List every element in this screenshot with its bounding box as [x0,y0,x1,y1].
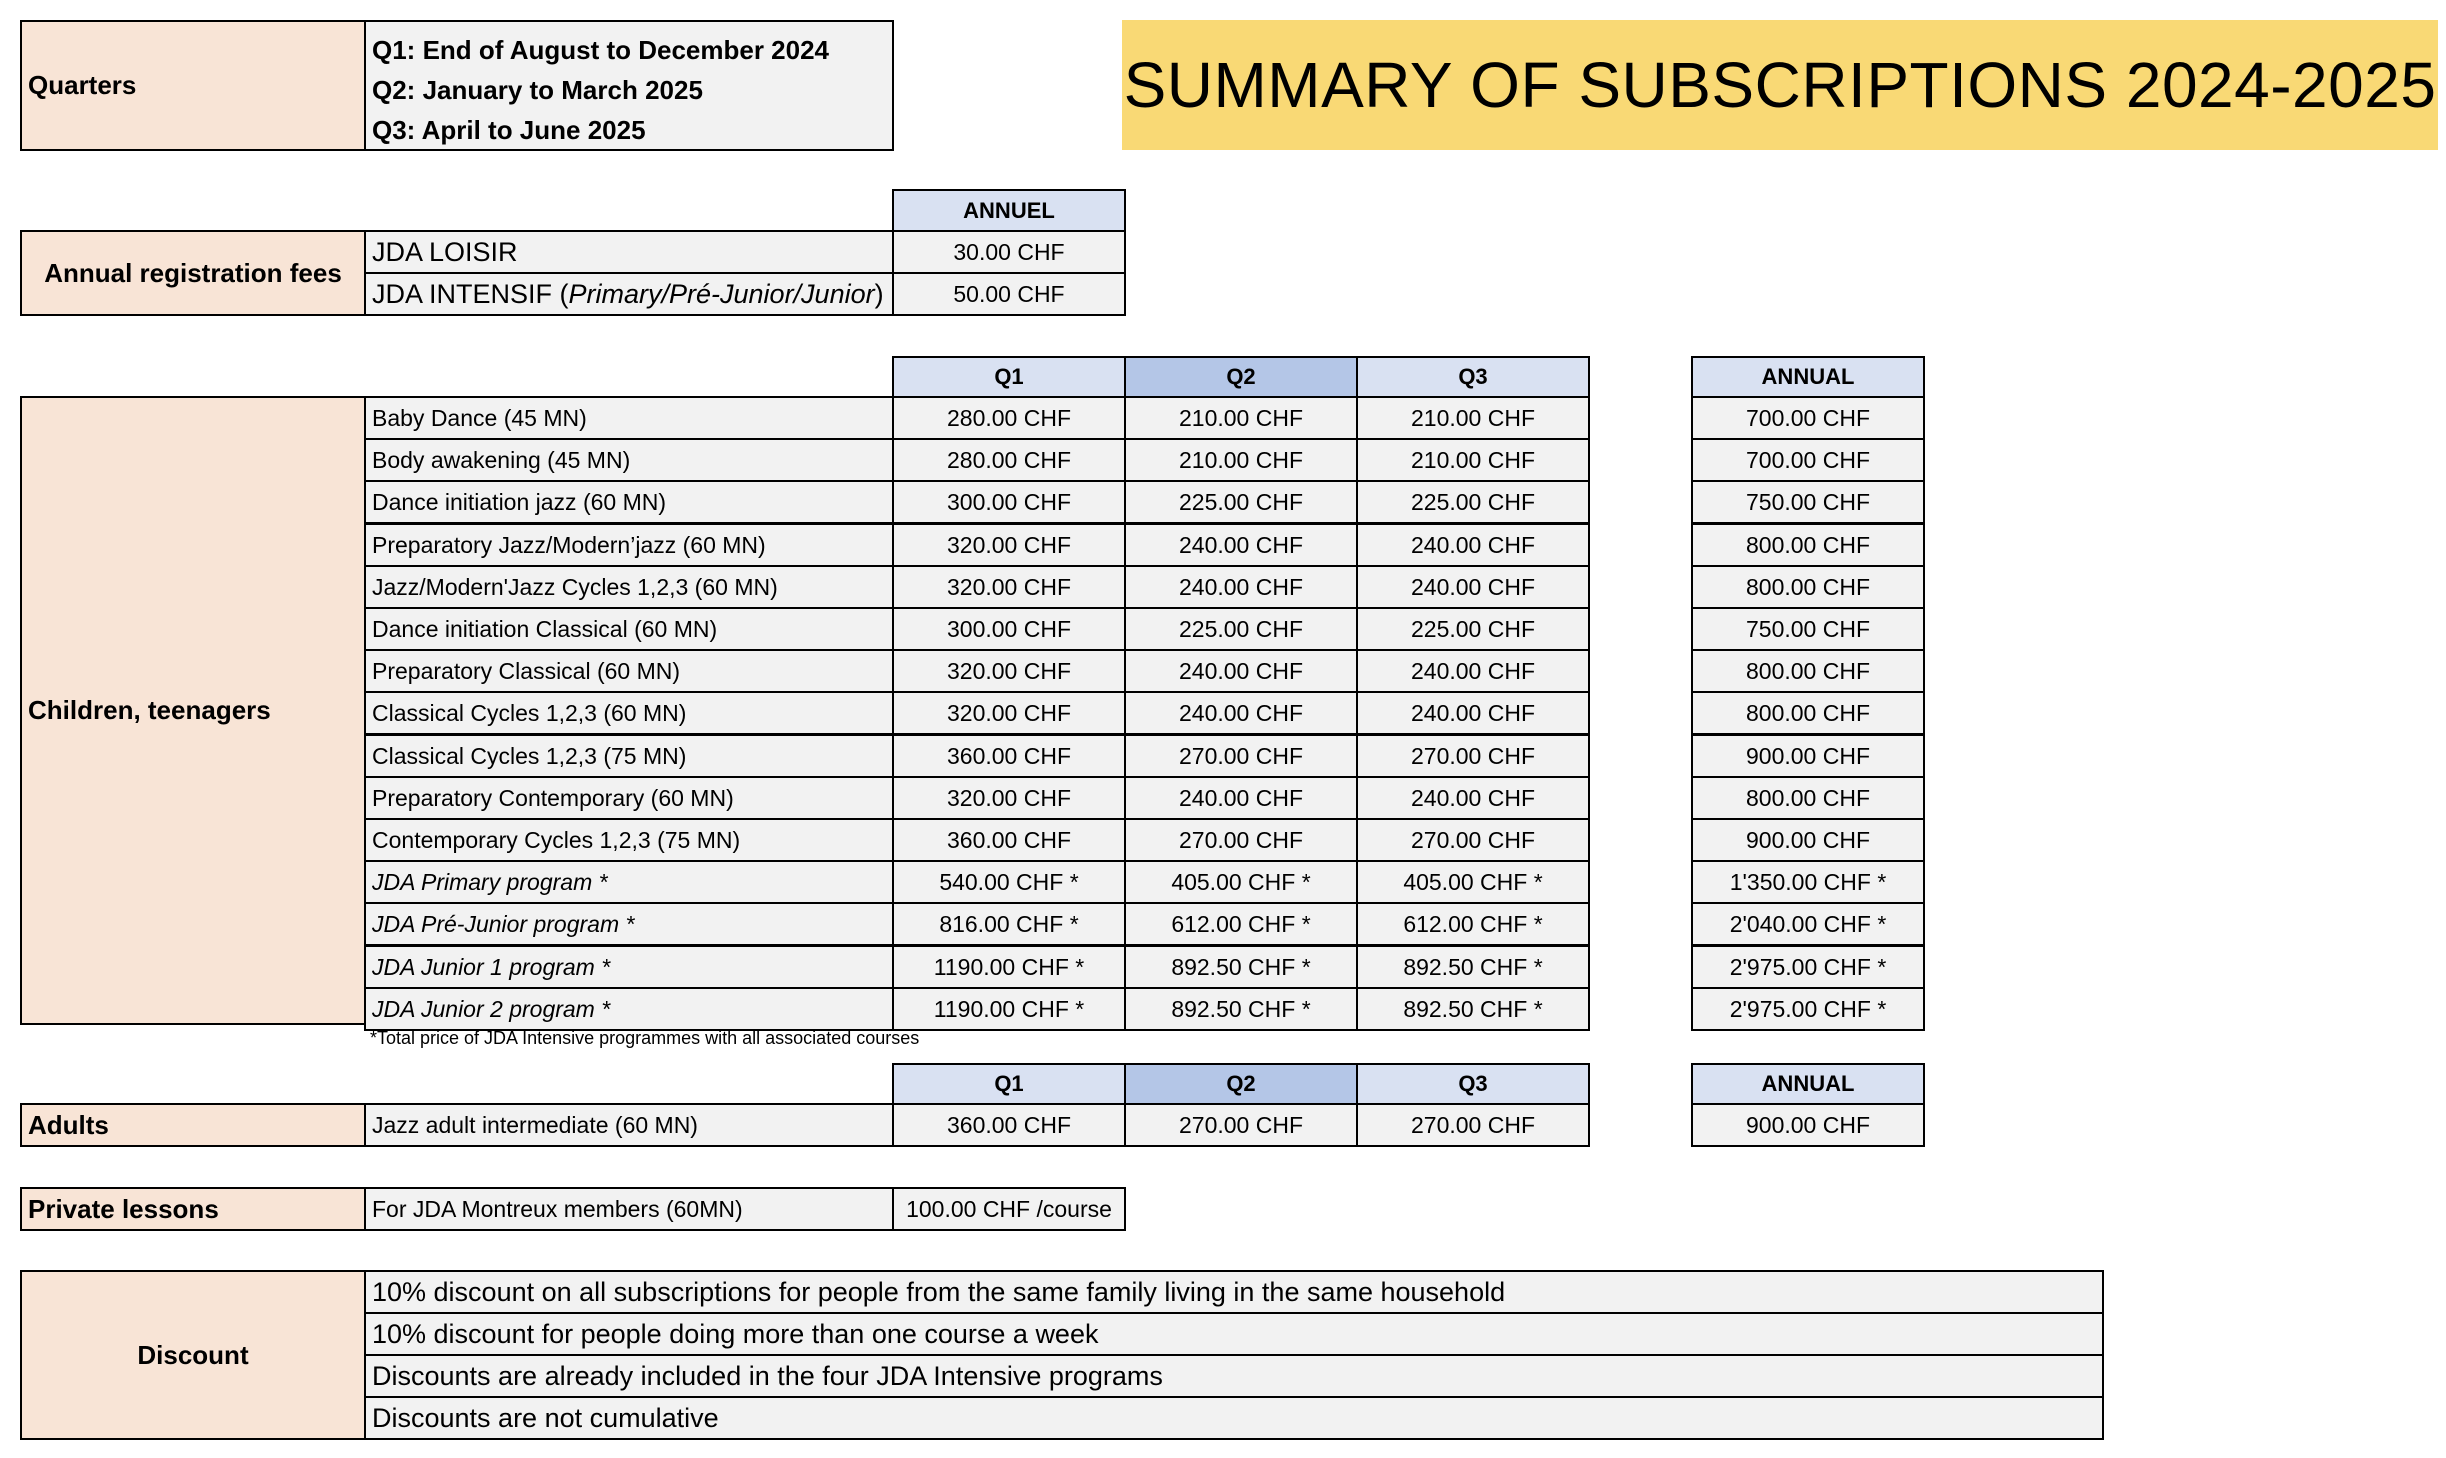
adults-course-name: Jazz adult intermediate (60 MN) [364,1103,894,1147]
price-q1: 320.00 CHF [892,691,1126,735]
children-label [20,396,366,1025]
course-name: Classical Cycles 1,2,3 (60 MN) [364,691,894,735]
adults-header-annual: ANNUAL [1691,1063,1925,1105]
price-q3: 270.00 CHF [1356,818,1590,862]
price-q2: 892.50 CHF * [1124,945,1358,989]
children-header-annual: ANNUAL [1691,356,1925,398]
price-annual: 800.00 CHF [1691,649,1925,693]
private-lessons-label-text: Private lessons [28,1193,219,1224]
registration-header: ANNUEL [892,189,1126,232]
price-q1: 540.00 CHF * [892,860,1126,904]
course-name: Dance initiation jazz (60 MN) [364,480,894,524]
price-q3: 892.50 CHF * [1356,987,1590,1031]
price-q2: 892.50 CHF * [1124,987,1358,1031]
adults-header-q3: Q3 [1356,1063,1590,1105]
price-q3: 270.00 CHF [1356,734,1590,778]
quarters-label [20,20,366,151]
discount-item: Discounts are not cumulative [364,1396,2104,1440]
discount-label [20,1270,366,1440]
adults-label-text: Adults [28,1109,109,1140]
price-annual: 800.00 CHF [1691,776,1925,820]
discount-item: 10% discount on all subscriptions for people from the same family living in the same household [364,1270,2104,1314]
adults-price-annual: 900.00 CHF [1691,1103,1925,1147]
price-q2: 240.00 CHF [1124,523,1358,567]
adults-price-q1: 360.00 CHF [892,1103,1126,1147]
price-q3: 240.00 CHF [1356,776,1590,820]
price-annual: 700.00 CHF [1691,438,1925,482]
price-q1: 320.00 CHF [892,649,1126,693]
course-name: JDA Primary program * [364,860,894,904]
price-q1: 280.00 CHF [892,438,1126,482]
course-name: JDA Pré-Junior program * [364,902,894,946]
discount-item: Discounts are already included in the four JDA Intensive programs [364,1354,2104,1398]
registration-label [20,230,366,316]
price-annual: 800.00 CHF [1691,523,1925,567]
quarter-q1-definition: Q1: End of August to December 2024 [372,35,830,65]
price-q3: 892.50 CHF * [1356,945,1590,989]
price-annual: 750.00 CHF [1691,607,1925,651]
price-q2: 240.00 CHF [1124,565,1358,609]
price-q2: 210.00 CHF [1124,396,1358,440]
course-name: Preparatory Jazz/Modern’jazz (60 MN) [364,523,894,567]
price-q1: 320.00 CHF [892,565,1126,609]
children-header-q1: Q1 [892,356,1126,398]
price-q3: 240.00 CHF [1356,523,1590,567]
price-q3: 210.00 CHF [1356,396,1590,440]
children-label-text: Children, teenagers [28,695,271,725]
adults-header-q1: Q1 [892,1063,1126,1105]
price-q2: 405.00 CHF * [1124,860,1358,904]
course-name: Contemporary Cycles 1,2,3 (75 MN) [364,818,894,862]
price-annual: 2'040.00 CHF * [1691,902,1925,946]
private-lessons-label [20,1187,366,1231]
price-q3: 612.00 CHF * [1356,902,1590,946]
price-annual: 700.00 CHF [1691,396,1925,440]
registration-label-text: Annual registration fees [44,257,342,288]
price-q1: 1190.00 CHF * [892,987,1126,1031]
quarter-q3-definition: Q3: April to June 2025 [372,115,646,145]
adults-price-q2: 270.00 CHF [1124,1103,1358,1147]
price-q2: 225.00 CHF [1124,607,1358,651]
price-q1: 320.00 CHF [892,523,1126,567]
adults-label [20,1103,366,1147]
registration-row-name [364,272,894,316]
course-name: Jazz/Modern'Jazz Cycles 1,2,3 (60 MN) [364,565,894,609]
price-q3: 210.00 CHF [1356,438,1590,482]
price-q3: 240.00 CHF [1356,565,1590,609]
price-q2: 270.00 CHF [1124,734,1358,778]
course-name: Preparatory Contemporary (60 MN) [364,776,894,820]
price-q3: 240.00 CHF [1356,649,1590,693]
private-lessons-name: For JDA Montreux members (60MN) [364,1187,894,1231]
price-q3: 225.00 CHF [1356,480,1590,524]
registration-row-price [892,230,1126,274]
price-annual: 750.00 CHF [1691,480,1925,524]
course-name: Body awakening (45 MN) [364,438,894,482]
price-q1: 816.00 CHF * [892,902,1126,946]
children-header-q3: Q3 [1356,356,1590,398]
registration-intensif-suffix: ) [874,278,884,309]
price-annual: 800.00 CHF [1691,565,1925,609]
quarter-q2-definition: Q2: January to March 2025 [372,75,703,105]
price-q1: 1190.00 CHF * [892,945,1126,989]
price-annual: 1'350.00 CHF * [1691,860,1925,904]
price-q1: 360.00 CHF [892,818,1126,862]
price-q2: 210.00 CHF [1124,438,1358,482]
price-q3: 405.00 CHF * [1356,860,1590,904]
price-q3: 225.00 CHF [1356,607,1590,651]
registration-loisir-price: 30.00 CHF [953,238,1065,265]
price-q2: 240.00 CHF [1124,649,1358,693]
course-name: JDA Junior 1 program * [364,945,894,989]
price-q1: 300.00 CHF [892,480,1126,524]
discount-item: 10% discount for people doing more than one course a week [364,1312,2104,1356]
adults-price-q3: 270.00 CHF [1356,1103,1590,1147]
price-q1: 280.00 CHF [892,396,1126,440]
discount-label-text: Discount [137,1339,249,1370]
intensive-note: *Total price of JDA Intensive programmes with all associated courses [370,1028,920,1048]
registration-intensif-levels: Primary/Pré-Junior/Junior [568,278,875,309]
price-q2: 240.00 CHF [1124,691,1358,735]
registration-intensif-prefix: JDA INTENSIF ( [372,278,569,309]
registration-loisir-name: JDA LOISIR [372,236,518,267]
private-lessons-price: 100.00 CHF /course [892,1187,1126,1231]
price-q2: 240.00 CHF [1124,776,1358,820]
course-name: Baby Dance (45 MN) [364,396,894,440]
price-annual: 900.00 CHF [1691,734,1925,778]
price-q1: 300.00 CHF [892,607,1126,651]
course-name: Classical Cycles 1,2,3 (75 MN) [364,734,894,778]
price-q3: 240.00 CHF [1356,691,1590,735]
price-q2: 612.00 CHF * [1124,902,1358,946]
price-q1: 360.00 CHF [892,734,1126,778]
course-name: Dance initiation Classical (60 MN) [364,607,894,651]
registration-row-name [364,230,894,274]
adults-header-q2: Q2 [1124,1063,1358,1105]
price-annual: 2'975.00 CHF * [1691,945,1925,989]
price-annual: 2'975.00 CHF * [1691,987,1925,1031]
price-q1: 320.00 CHF [892,776,1126,820]
course-name: Preparatory Classical (60 MN) [364,649,894,693]
registration-intensif-price: 50.00 CHF [953,280,1065,307]
page-title: SUMMARY OF SUBSCRIPTIONS 2024-2025 [1122,20,2438,150]
price-q2: 225.00 CHF [1124,480,1358,524]
price-annual: 900.00 CHF [1691,818,1925,862]
quarters-label-text: Quarters [28,70,137,100]
children-header-q2: Q2 [1124,356,1358,398]
quarters-definitions [364,20,894,151]
price-annual: 800.00 CHF [1691,691,1925,735]
price-q2: 270.00 CHF [1124,818,1358,862]
course-name: JDA Junior 2 program * [364,987,894,1031]
registration-row-price [892,272,1126,316]
